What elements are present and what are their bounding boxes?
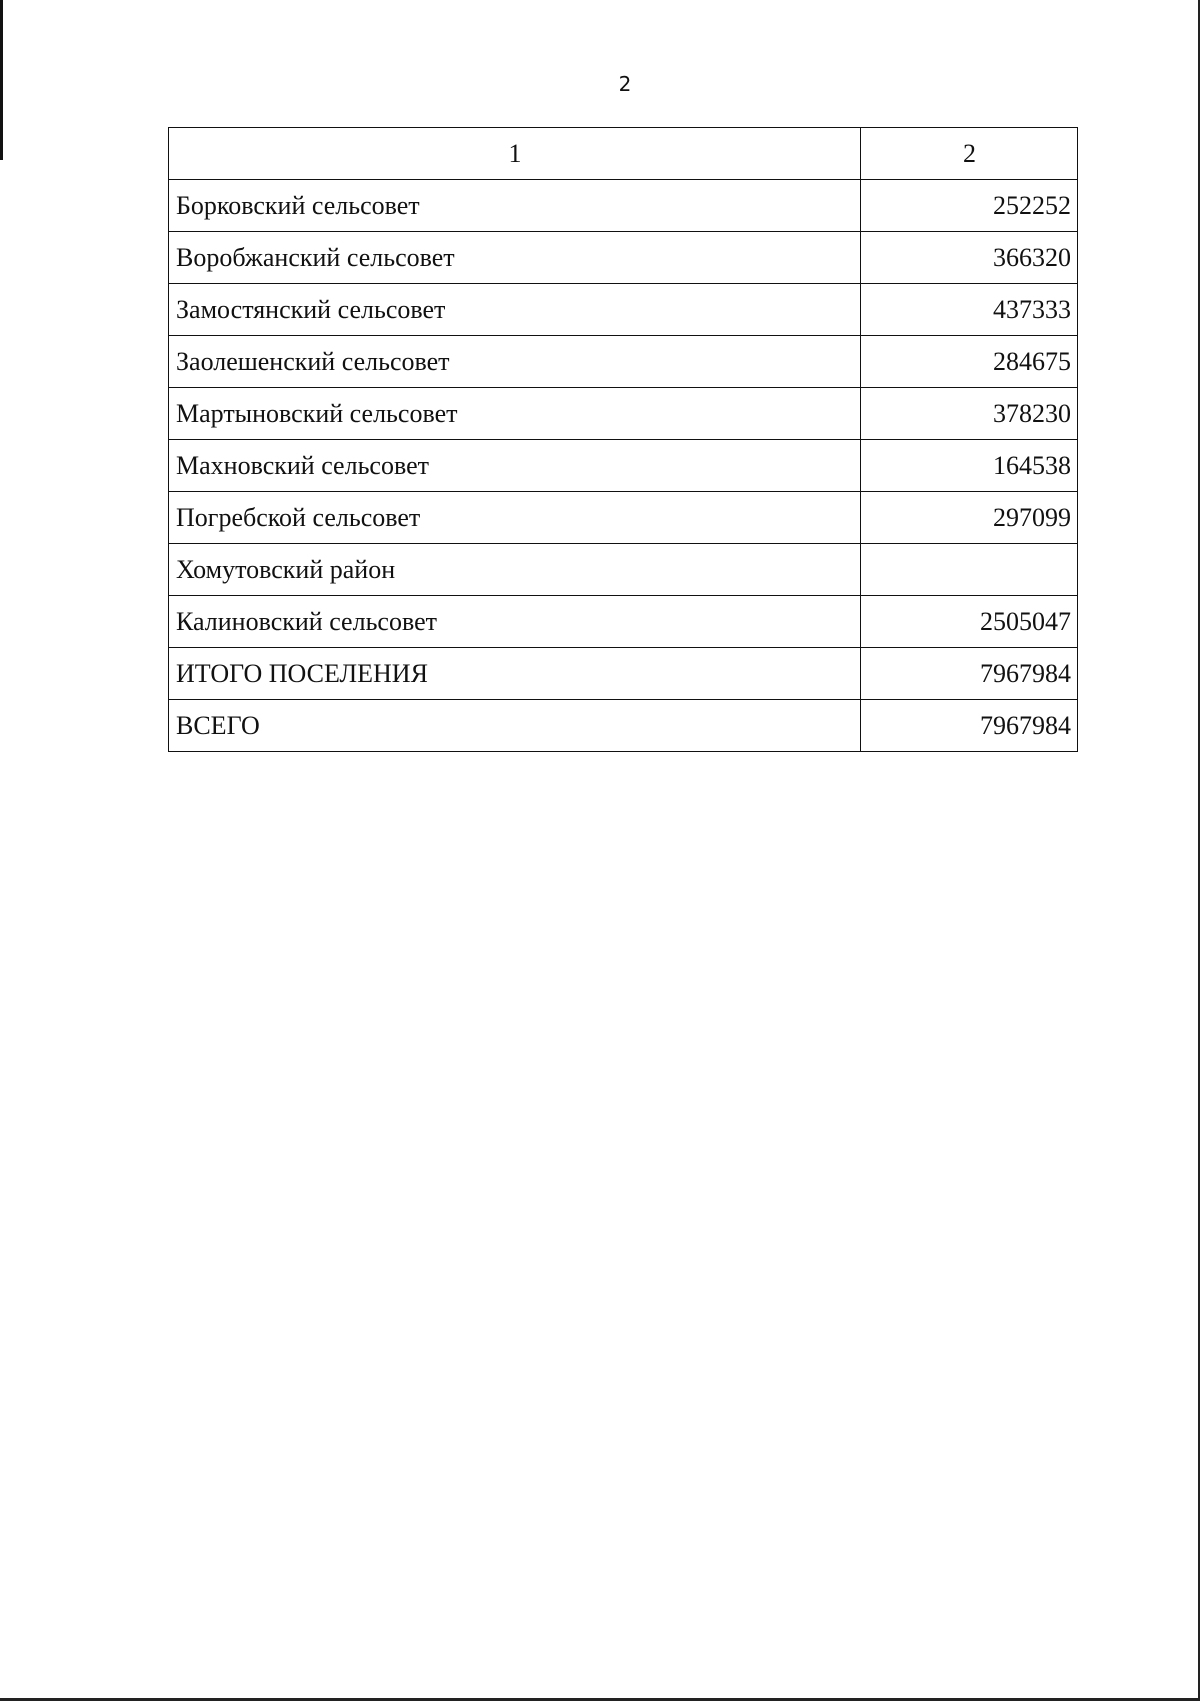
row-value: 2505047 <box>861 596 1078 648</box>
table-row <box>169 440 1078 492</box>
row-value: 252252 <box>861 180 1078 232</box>
table-row <box>169 388 1078 440</box>
table-row <box>169 180 1078 232</box>
data-table <box>168 127 1078 752</box>
row-value: 164538 <box>861 440 1078 492</box>
column-header-1: 1 <box>169 128 861 180</box>
row-name: ВСЕГО <box>169 700 861 752</box>
row-value: 284675 <box>861 336 1078 388</box>
row-name: Борковский сельсовет <box>169 180 861 232</box>
table-row <box>169 232 1078 284</box>
row-name: Махновский сельсовет <box>169 440 861 492</box>
table-row <box>169 700 1078 752</box>
table-row <box>169 596 1078 648</box>
row-name: Заолешенский сельсовет <box>169 336 861 388</box>
column-header-2: 2 <box>861 128 1078 180</box>
row-name: Погребской сельсовет <box>169 492 861 544</box>
row-value: 7967984 <box>861 648 1078 700</box>
row-value: 437333 <box>861 284 1078 336</box>
row-name: Замостянский сельсовет <box>169 284 861 336</box>
table-header-row <box>169 128 1078 180</box>
row-value: 378230 <box>861 388 1078 440</box>
row-name: Хомутовский район <box>169 544 861 596</box>
row-name: ИТОГО ПОСЕЛЕНИЯ <box>169 648 861 700</box>
row-name: Воробжанский сельсовет <box>169 232 861 284</box>
table-row <box>169 336 1078 388</box>
row-name: Калиновский сельсовет <box>169 596 861 648</box>
row-value <box>861 544 1078 596</box>
table-row <box>169 648 1078 700</box>
table-row <box>169 284 1078 336</box>
row-value: 297099 <box>861 492 1078 544</box>
row-value: 366320 <box>861 232 1078 284</box>
row-value: 7967984 <box>861 700 1078 752</box>
row-name: Мартыновский сельсовет <box>169 388 861 440</box>
table-row <box>169 544 1078 596</box>
table-row <box>169 492 1078 544</box>
page-number: 2 <box>618 72 632 96</box>
